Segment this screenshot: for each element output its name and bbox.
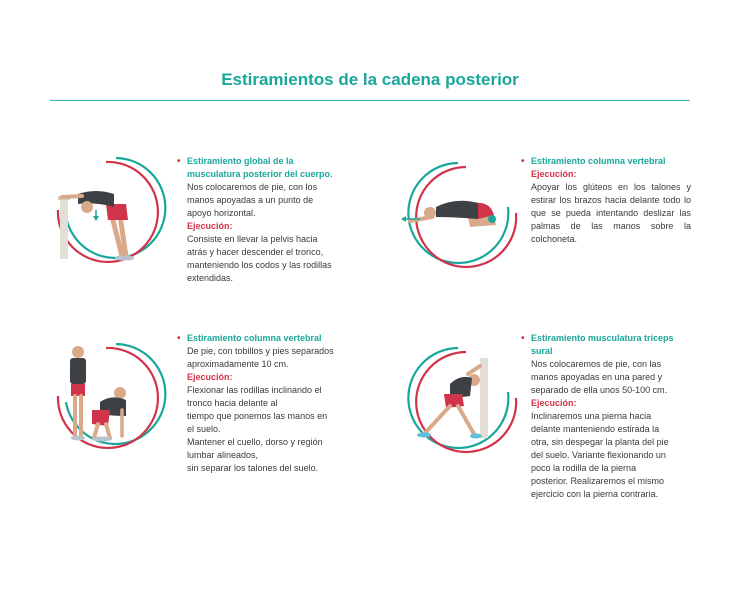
card-child-pose xyxy=(531,155,691,246)
execution-label: Ejecución: xyxy=(187,221,233,231)
card-title: • Estiramiento columna vertebral xyxy=(531,155,691,168)
card-title: • Estiramiento columna vertebral xyxy=(187,332,367,345)
card-title: • Estiramiento global de la musculatura posterior del cuerpo. xyxy=(187,155,367,181)
torso-standing xyxy=(70,358,86,384)
shorts xyxy=(444,394,464,408)
card-description: Nos colocaremos de pie, con los manos apoyadas a un punto de apoyo horizontal. xyxy=(187,182,318,218)
head xyxy=(81,201,93,213)
head-standing xyxy=(72,346,84,358)
card-calf-stretch xyxy=(531,332,701,501)
arms xyxy=(62,196,82,197)
execution-label: Ejecución: xyxy=(531,398,577,408)
head-squatting xyxy=(114,387,126,399)
card-squat-stretch xyxy=(187,332,367,475)
execution-text: Flexionar las rodillas inclinando el tronco hacia delante al tiempo que ponemos las manos en el suelo. Mantener el cuello, dorso y región lumbar alineados, sin separar los talones del suelo. xyxy=(187,385,328,473)
illustration-global-stretch xyxy=(50,152,168,272)
title-divider xyxy=(50,100,690,101)
execution-text: Consiste en llevar la pelvis hacia atrás y hacer descender el tronco, manteniendo los codos y las rodillas extendidas. xyxy=(187,234,332,283)
card-title: • Estiramiento musculatura tríceps sural xyxy=(531,332,701,358)
execution-text: Inclinaremos una pierna hacia delante manteniendo estirada la otra, sin despegar la planta del pie del suelo. Variante flexionando un poco la rodilla de la pierna posterior. Realizaremos el mismo ejercicio con la pierna contraria. xyxy=(531,411,669,499)
shoes xyxy=(488,215,496,223)
execution-text: Apoyar los glúteos en los talones y estirar los brazos hacia delante todo lo que se pueda intentando deslizar las palmas de las manos sobre la colchoneta. xyxy=(531,182,691,244)
shoes xyxy=(417,433,431,438)
illustration-calf-stretch xyxy=(398,340,522,460)
arms xyxy=(468,366,480,374)
page-title: Estiramientos de la cadena posterior xyxy=(221,70,519,89)
ring-red xyxy=(416,352,516,452)
execution-label: Ejecución: xyxy=(187,372,233,382)
illustration-squat-stretch xyxy=(50,338,168,458)
shorts-standing xyxy=(71,384,85,396)
torso xyxy=(436,201,478,219)
front-leg xyxy=(458,406,474,434)
illustration-child-pose xyxy=(398,155,522,275)
execution-label: Ejecución: xyxy=(531,169,577,179)
card-description: De pie, con tobillos y pies separados aproximadamente 10 cm. xyxy=(187,346,334,369)
shorts xyxy=(106,204,128,220)
card-global-stretch xyxy=(187,155,367,285)
rear-leg xyxy=(426,406,450,432)
support-post xyxy=(60,197,68,259)
torso xyxy=(450,377,472,397)
wall xyxy=(480,358,488,438)
card-description: Nos colocaremos de pie, con las manos apoyadas en una pared y separado de ella unos 50-100 cm. xyxy=(531,359,668,395)
